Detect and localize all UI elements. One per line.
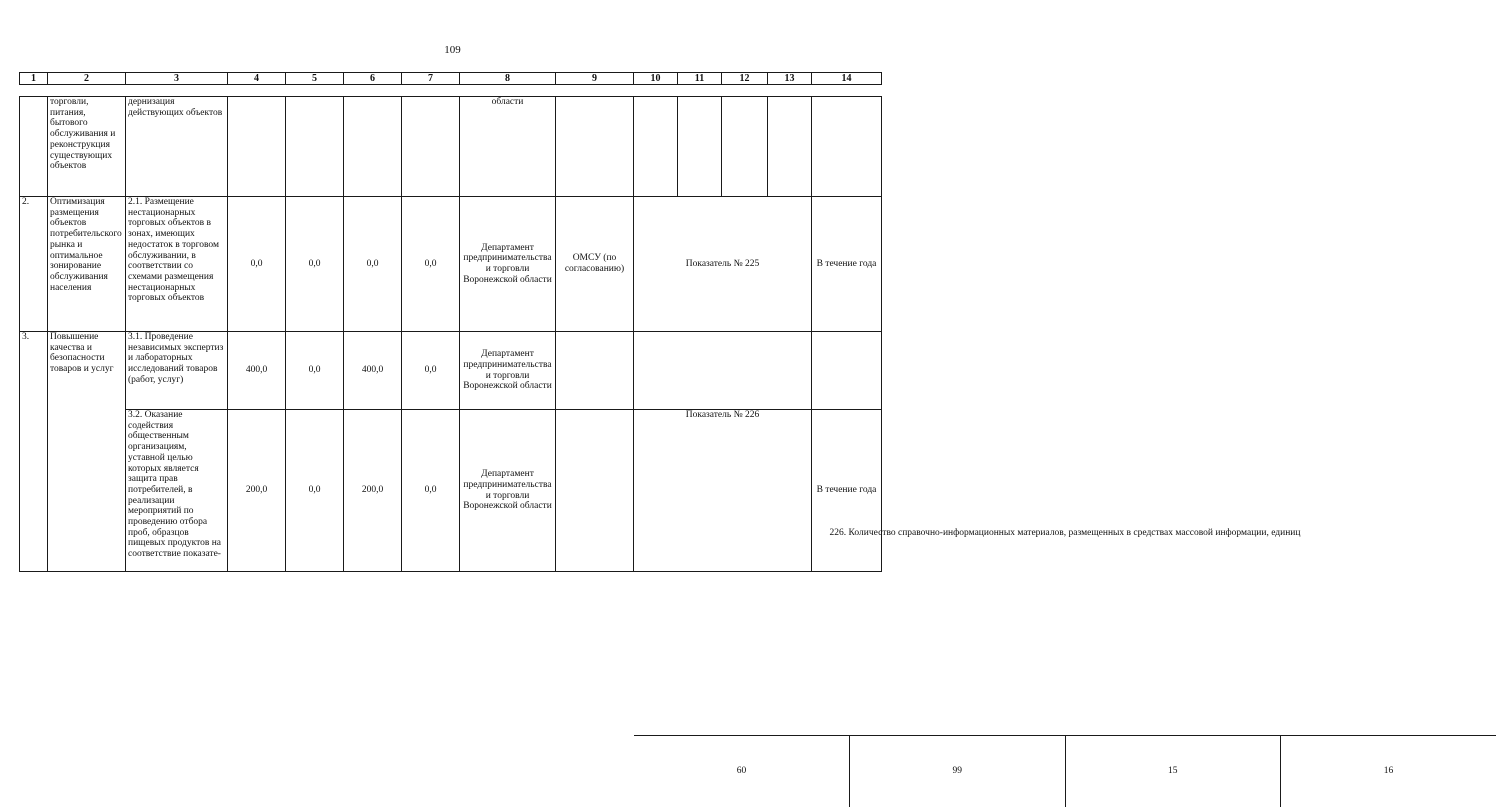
- cell-executor: Департамент предпринимательства и торговли Воронежской области: [460, 410, 556, 572]
- header-cell: 11: [678, 73, 722, 85]
- cell-amount: 0,0: [402, 197, 460, 332]
- cell-indicator: [768, 97, 812, 197]
- indicator-subtable: [634, 332, 1496, 807]
- cell-amount: 200,0: [228, 410, 286, 572]
- column-header-table: [19, 72, 882, 85]
- indicator-value: 15: [1065, 735, 1281, 807]
- cell-measure: дернизация действующих объектов: [126, 97, 228, 197]
- cell-amount: 0,0: [286, 197, 344, 332]
- header-cell: 7: [402, 73, 460, 85]
- cell-indicator: [678, 97, 722, 197]
- cell-amount: 0,0: [344, 197, 402, 332]
- cell-indicator: [722, 97, 768, 197]
- cell-indicator: Показатель № 226: [634, 410, 812, 572]
- cell-num: 2.: [20, 197, 48, 332]
- cell-coexecutor: [556, 410, 634, 572]
- cell-amount: 200,0: [344, 410, 402, 572]
- cell-measure: 3.2. Оказание содействия общественным организациям, уставной целью которых является защита прав потребителей, в реализации мероприятий по проведению отбора проб, образцов пищевых продуктов на соответствие показате-: [126, 410, 228, 572]
- cell-num: 3.: [20, 332, 48, 572]
- cell-amount: [228, 97, 286, 197]
- cell-executor: Департамент предпринимательства и торговли Воронежской области: [460, 332, 556, 410]
- header-cell: 9: [556, 73, 634, 85]
- cell-term: В течение года: [812, 410, 882, 572]
- cell-amount: 0,0: [228, 197, 286, 332]
- cell-executor: области: [460, 97, 556, 197]
- header-cell: 5: [286, 73, 344, 85]
- page-number: 109: [0, 44, 905, 56]
- cell-amount: [344, 97, 402, 197]
- header-cell: 13: [768, 73, 812, 85]
- indicator-value: 16: [1281, 735, 1496, 807]
- cell-indicator: Показатель № 225: [634, 197, 812, 332]
- header-cell: 3: [126, 73, 228, 85]
- cell-term: В течение года: [812, 197, 882, 332]
- header-cell: 10: [634, 73, 678, 85]
- header-cell: 6: [344, 73, 402, 85]
- cell-coexecutor: [556, 97, 634, 197]
- cell-amount: 0,0: [402, 410, 460, 572]
- header-cell: 4: [228, 73, 286, 85]
- cell-indicator: [634, 97, 678, 197]
- cell-amount: [402, 97, 460, 197]
- header-cell: 14: [812, 73, 882, 85]
- header-cell: 12: [722, 73, 768, 85]
- measures-table: [19, 96, 882, 572]
- cell-amount: 400,0: [228, 332, 286, 410]
- cell-goal: Повышение качества и безопасности товаров и услуг: [48, 332, 126, 572]
- cell-amount: 0,0: [286, 410, 344, 572]
- indicator-value: 99: [850, 735, 1066, 807]
- cell-goal: торговли, питания, бытового обслуживания и реконструкция существующих объектов: [48, 97, 126, 197]
- cell-measure: 2.1. Размещение нестационарных торговых объектов в зонах, имеющих недостаток в торговом обслуживании, в соответствии со схемами размещения нестационарных торговых объектов: [126, 197, 228, 332]
- indicator-value: 60: [634, 735, 850, 807]
- cell-measure: 3.1. Проведение независимых экспертиз и лабораторных исследований товаров (работ, услуг): [126, 332, 228, 410]
- table-row-3-1: [20, 332, 882, 410]
- header-row: [20, 73, 882, 85]
- indicator-title: 226. Количество справочно-информационных материалов, размещенных в средствах массовой информации, единиц: [830, 528, 1301, 538]
- cell-amount: 0,0: [286, 332, 344, 410]
- cell-num: [20, 97, 48, 197]
- table-row-2: [20, 197, 882, 332]
- cell-coexecutor: ОМСУ (по согласованию): [556, 197, 634, 332]
- cell-indicator: [634, 332, 812, 410]
- cell-executor: Департамент предпринимательства и торговли Воронежской области: [460, 197, 556, 332]
- header-cell: 1: [20, 73, 48, 85]
- cell-amount: 400,0: [344, 332, 402, 410]
- cell-term: [812, 97, 882, 197]
- header-cell: 2: [48, 73, 126, 85]
- header-cell: 8: [460, 73, 556, 85]
- cell-amount: 0,0: [402, 332, 460, 410]
- table-row-continuation: [20, 97, 882, 197]
- cell-goal: Оптимизация размещения объектов потребительского рынка и оптимальное зонирование обслуживания населения: [48, 197, 126, 332]
- cell-coexecutor: [556, 332, 634, 410]
- cell-amount: [286, 97, 344, 197]
